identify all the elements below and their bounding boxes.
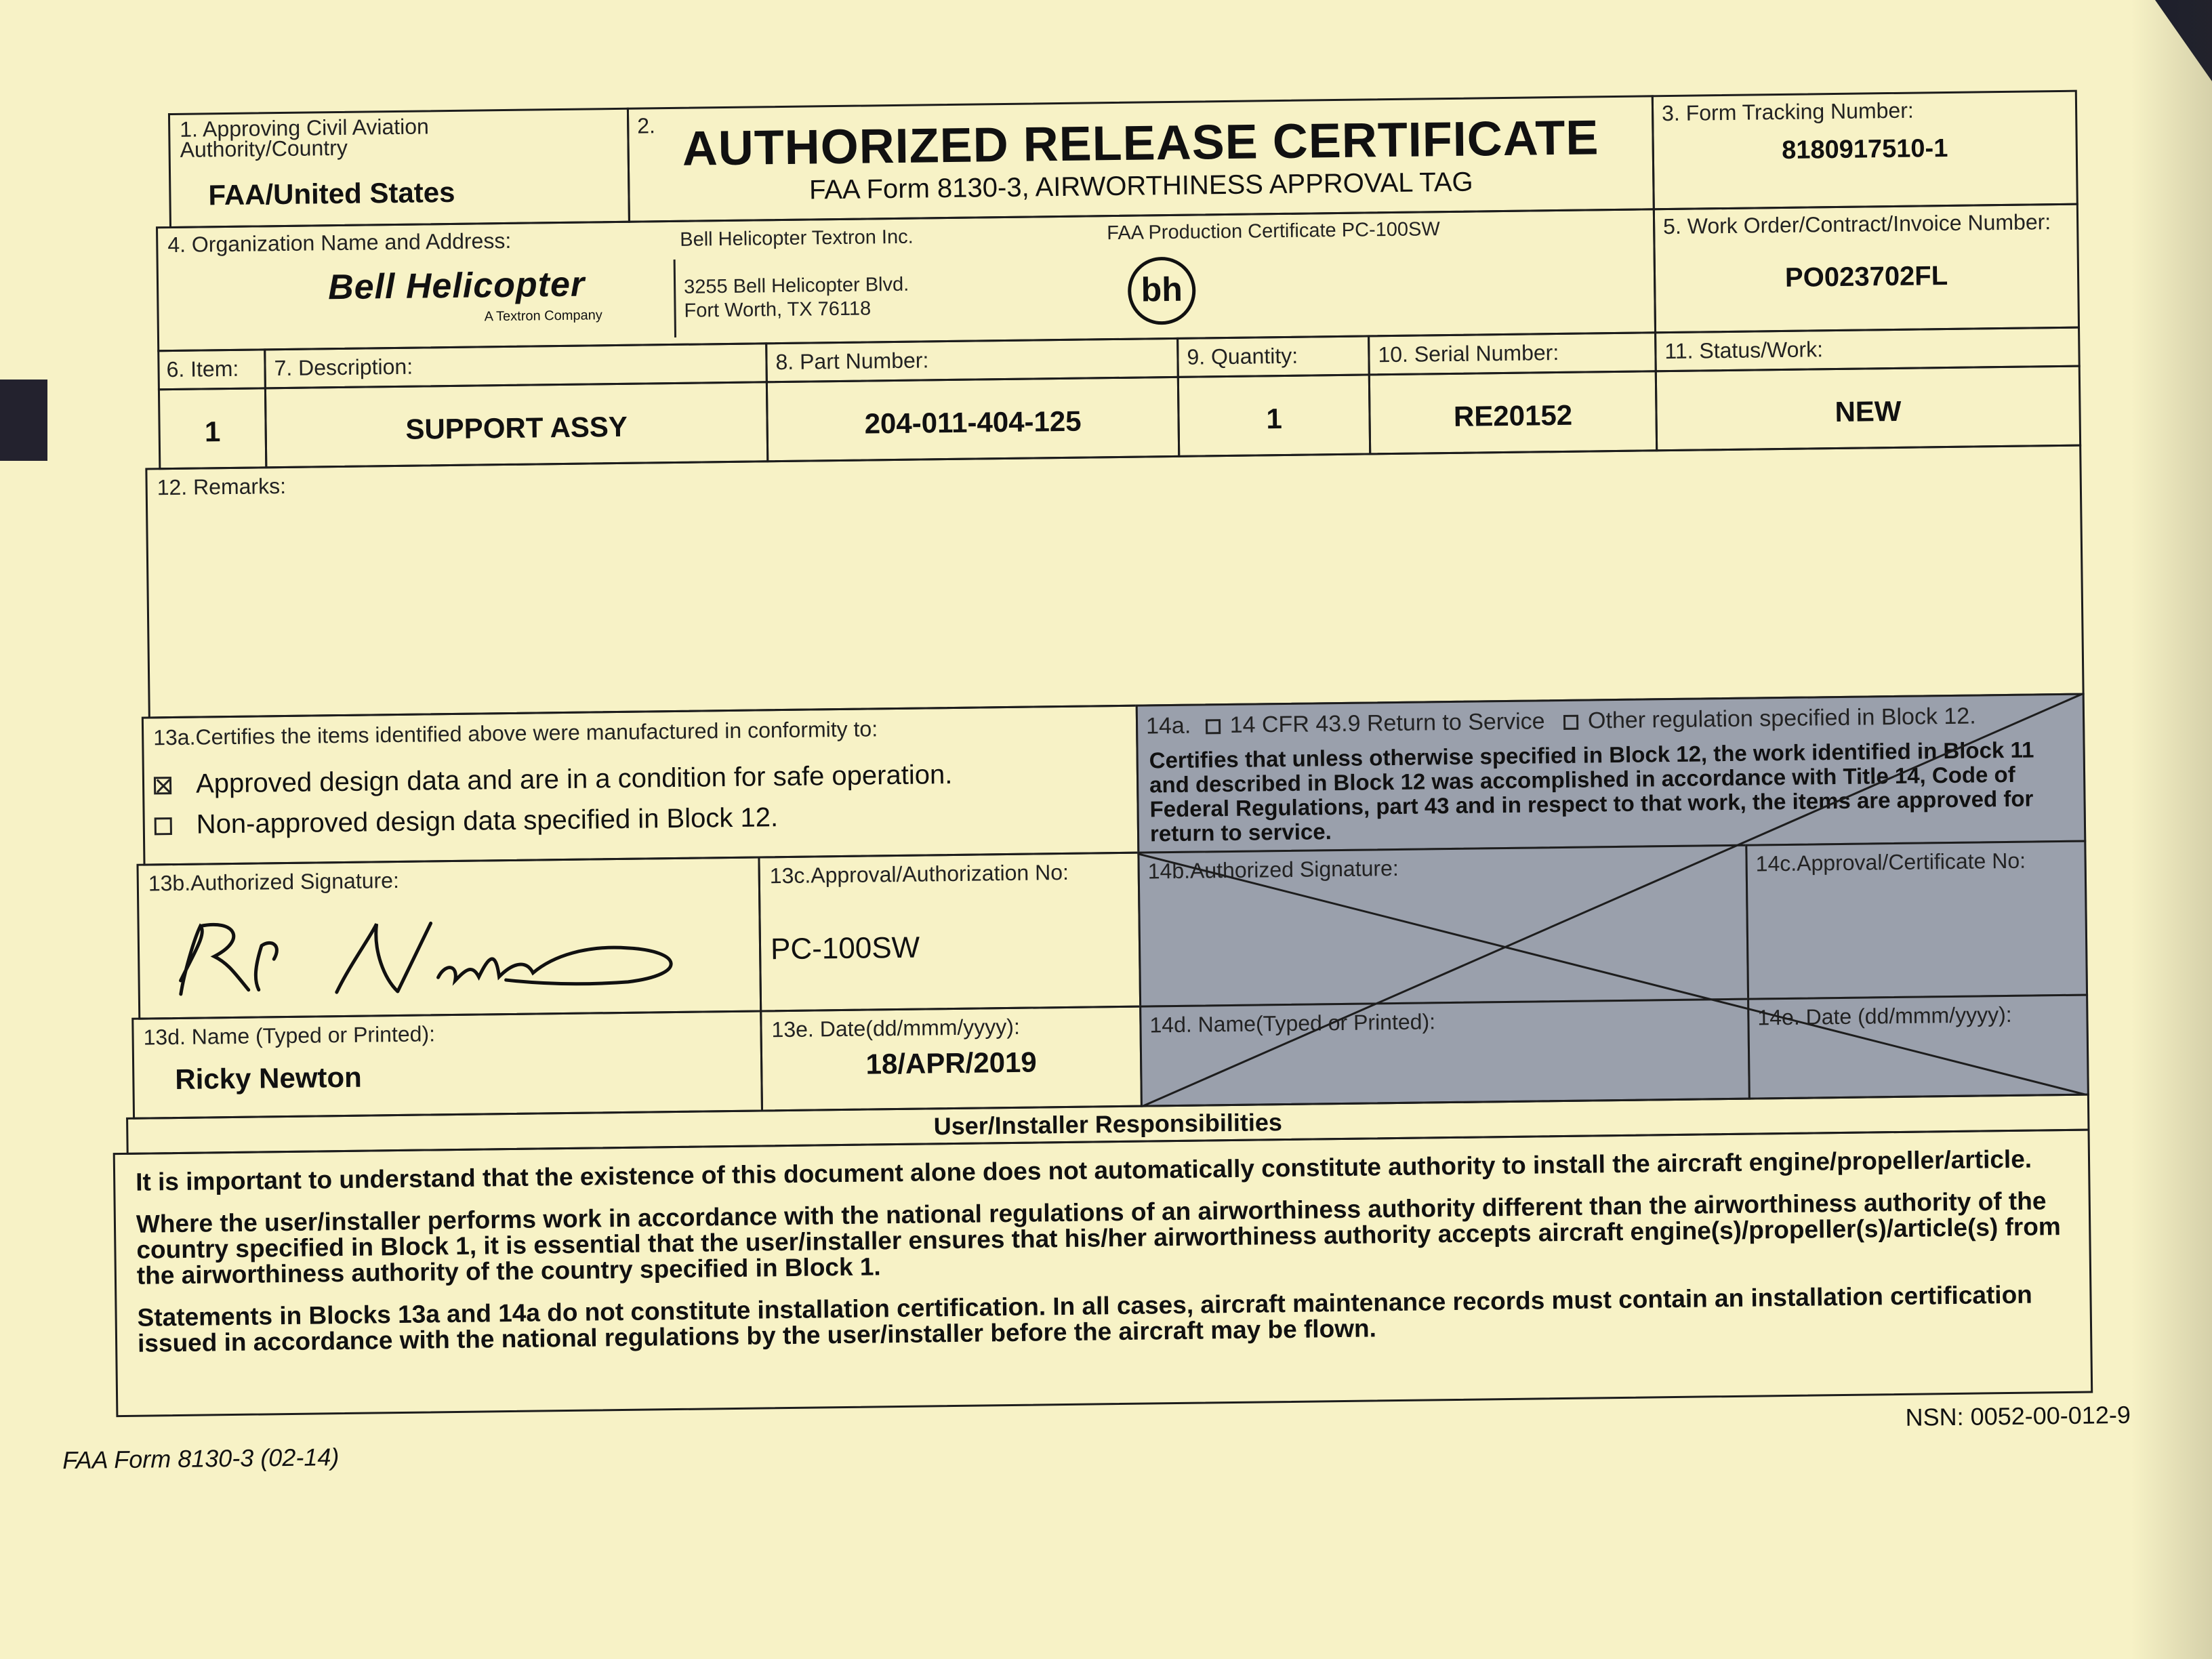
block13c-value: PC-100SW [770,930,920,966]
description-value: SUPPORT ASSY [405,410,628,445]
checked-box-icon [154,777,171,795]
org-name: Bell Helicopter Textron Inc. [680,226,914,251]
block1-value: FAA/United States [208,176,455,211]
table-row [158,387,267,470]
part-number-value: 204-011-404-125 [864,405,1082,440]
address-line2: Fort Worth, TX 76118 [684,298,872,322]
production-certificate: FAA Production Certificate PC-100SW [1107,218,1440,245]
block13a-label: 13a.Certifies the items identified above were manufactured in conformity to: [152,716,878,750]
responsibility-paragraph: Statements in Blocks 13a and 14a do not constitute installation certification. In all cases, aircraft maintenance records must contain an installation certification issued in accordance with the national regulations by the user/installer before the aircraft may be flown. [137,1280,2033,1357]
status-header: 11. Status/Work: [1664,337,1824,364]
quantity-header: 9. Quantity: [1187,343,1298,369]
block13c-approval [758,852,1141,1012]
responsibilities-title: User/Installer Responsibilities [933,1108,1283,1141]
nsn-number: NSN: 0052-00-012-9 [1905,1400,2131,1431]
block13e-date [760,1006,1143,1112]
block14d-label: 14d. Name(Typed or Printed): [1149,1009,1436,1038]
responsibility-paragraph: It is important to understand that the existence of this document alone does not automatically constitute authority to install the aircraft engine/propeller/article. [135,1145,2032,1196]
form-subtitle: FAA Form 8130-3, AIRWORTHINESS APPROVAL TAG [808,167,1473,205]
block3-value: 8180917510-1 [1781,134,1948,165]
block14a-options: 14a. 14 CFR 43.9 Return to Service Other regulation specified in Block 12. [1145,703,1976,739]
block14b-label: 14b.Authorized Signature: [1147,855,1399,884]
block4-organization [156,208,1656,352]
block13a-conformity [142,705,1140,866]
block14a-text: Certifies that unless otherwise specified in Block 12, the work identified in Block 11 and described in Block 12 was accomplished in accordance with Title 14, Code of Federal Regulations, part 43 and in respect to that work, the items are approved for return to service. [1149,737,2034,846]
block13b-label: 13b.Authorized Signature: [148,867,400,896]
item-header: 6. Item: [166,356,239,382]
faa-form-8130-3 [62,89,2163,1475]
block2-label: 2. [637,113,656,138]
block13a-option-approved: Approved design data and are in a condition for safe operation. [154,760,953,800]
status-value: NEW [1835,394,1902,428]
block13c-label: 13c.Approval/Authorization No: [769,859,1069,888]
unchecked-box-icon [155,818,172,836]
block5-value: PO023702FL [1784,260,1948,293]
block4-label: 4. Organization Name and Address: [167,228,512,258]
bh-emblem-icon: bh [1128,257,1196,325]
bell-helicopter-logo: Bell Helicopter [327,264,586,308]
block14c-label: 14c.Approval/Certificate No: [1755,848,2026,876]
block13d-value: Ricky Newton [175,1061,363,1096]
block3-tracking [1652,90,2078,211]
block12-remarks [145,445,2084,719]
responsibilities-body [113,1129,2093,1418]
block1-authority [168,108,630,228]
serial-number-value: RE20152 [1453,398,1573,432]
block13e-value: 18/APR/2019 [865,1046,1038,1080]
block13b-signature [136,856,762,1019]
void-cross-mark [1136,693,2089,1107]
block13e-label: 13e. Date(dd/mmm/yyyy): [771,1014,1021,1042]
block1-label: 1. Approving Civil Aviation Authority/Country [180,114,430,162]
block3-label: 3. Form Tracking Number: [1661,98,1914,126]
block13a-option-nonapproved: Non-approved design data specified in Block 12. [155,802,779,840]
block2-title [627,95,1655,222]
block14e-label: 14e. Date (dd/mmm/yyyy): [1757,1002,2012,1030]
serial-number-header: 10. Serial Number: [1378,340,1559,367]
quantity-value: 1 [1266,403,1283,435]
remarks-label: 12. Remarks: [157,473,287,500]
part-number-header: 8. Part Number: [775,348,929,375]
responsibility-paragraph: Where the user/installer performs work in accordance with the national regulations of an airworthiness authority different than the airworthiness authority of the country specified in Block 1, it is essential that the user/installer ensures that his/her airworthiness authority accepts aircraft engine(s)/propeller(s)/article(s) from the airworthiness authority of the country specified in Block 1. [136,1187,2062,1290]
form-title: AUTHORIZED RELEASE CERTIFICATE [682,110,1599,176]
logo-tagline: A Textron Company [484,308,602,325]
block13d-label: 13d. Name (Typed or Printed): [143,1021,436,1050]
item-value: 1 [204,415,221,448]
form-version: FAA Form 8130-3 (02-14) [62,1443,340,1475]
block5-label: 5. Work Order/Contract/Invoice Number: [1662,209,2051,239]
description-header: 7. Description: [274,354,413,381]
handwritten-signature [152,893,710,1015]
address-line1: 3255 Bell Helicopter Blvd. [683,273,909,298]
block5-work-order [1653,203,2080,334]
block13d-name [131,1010,763,1119]
